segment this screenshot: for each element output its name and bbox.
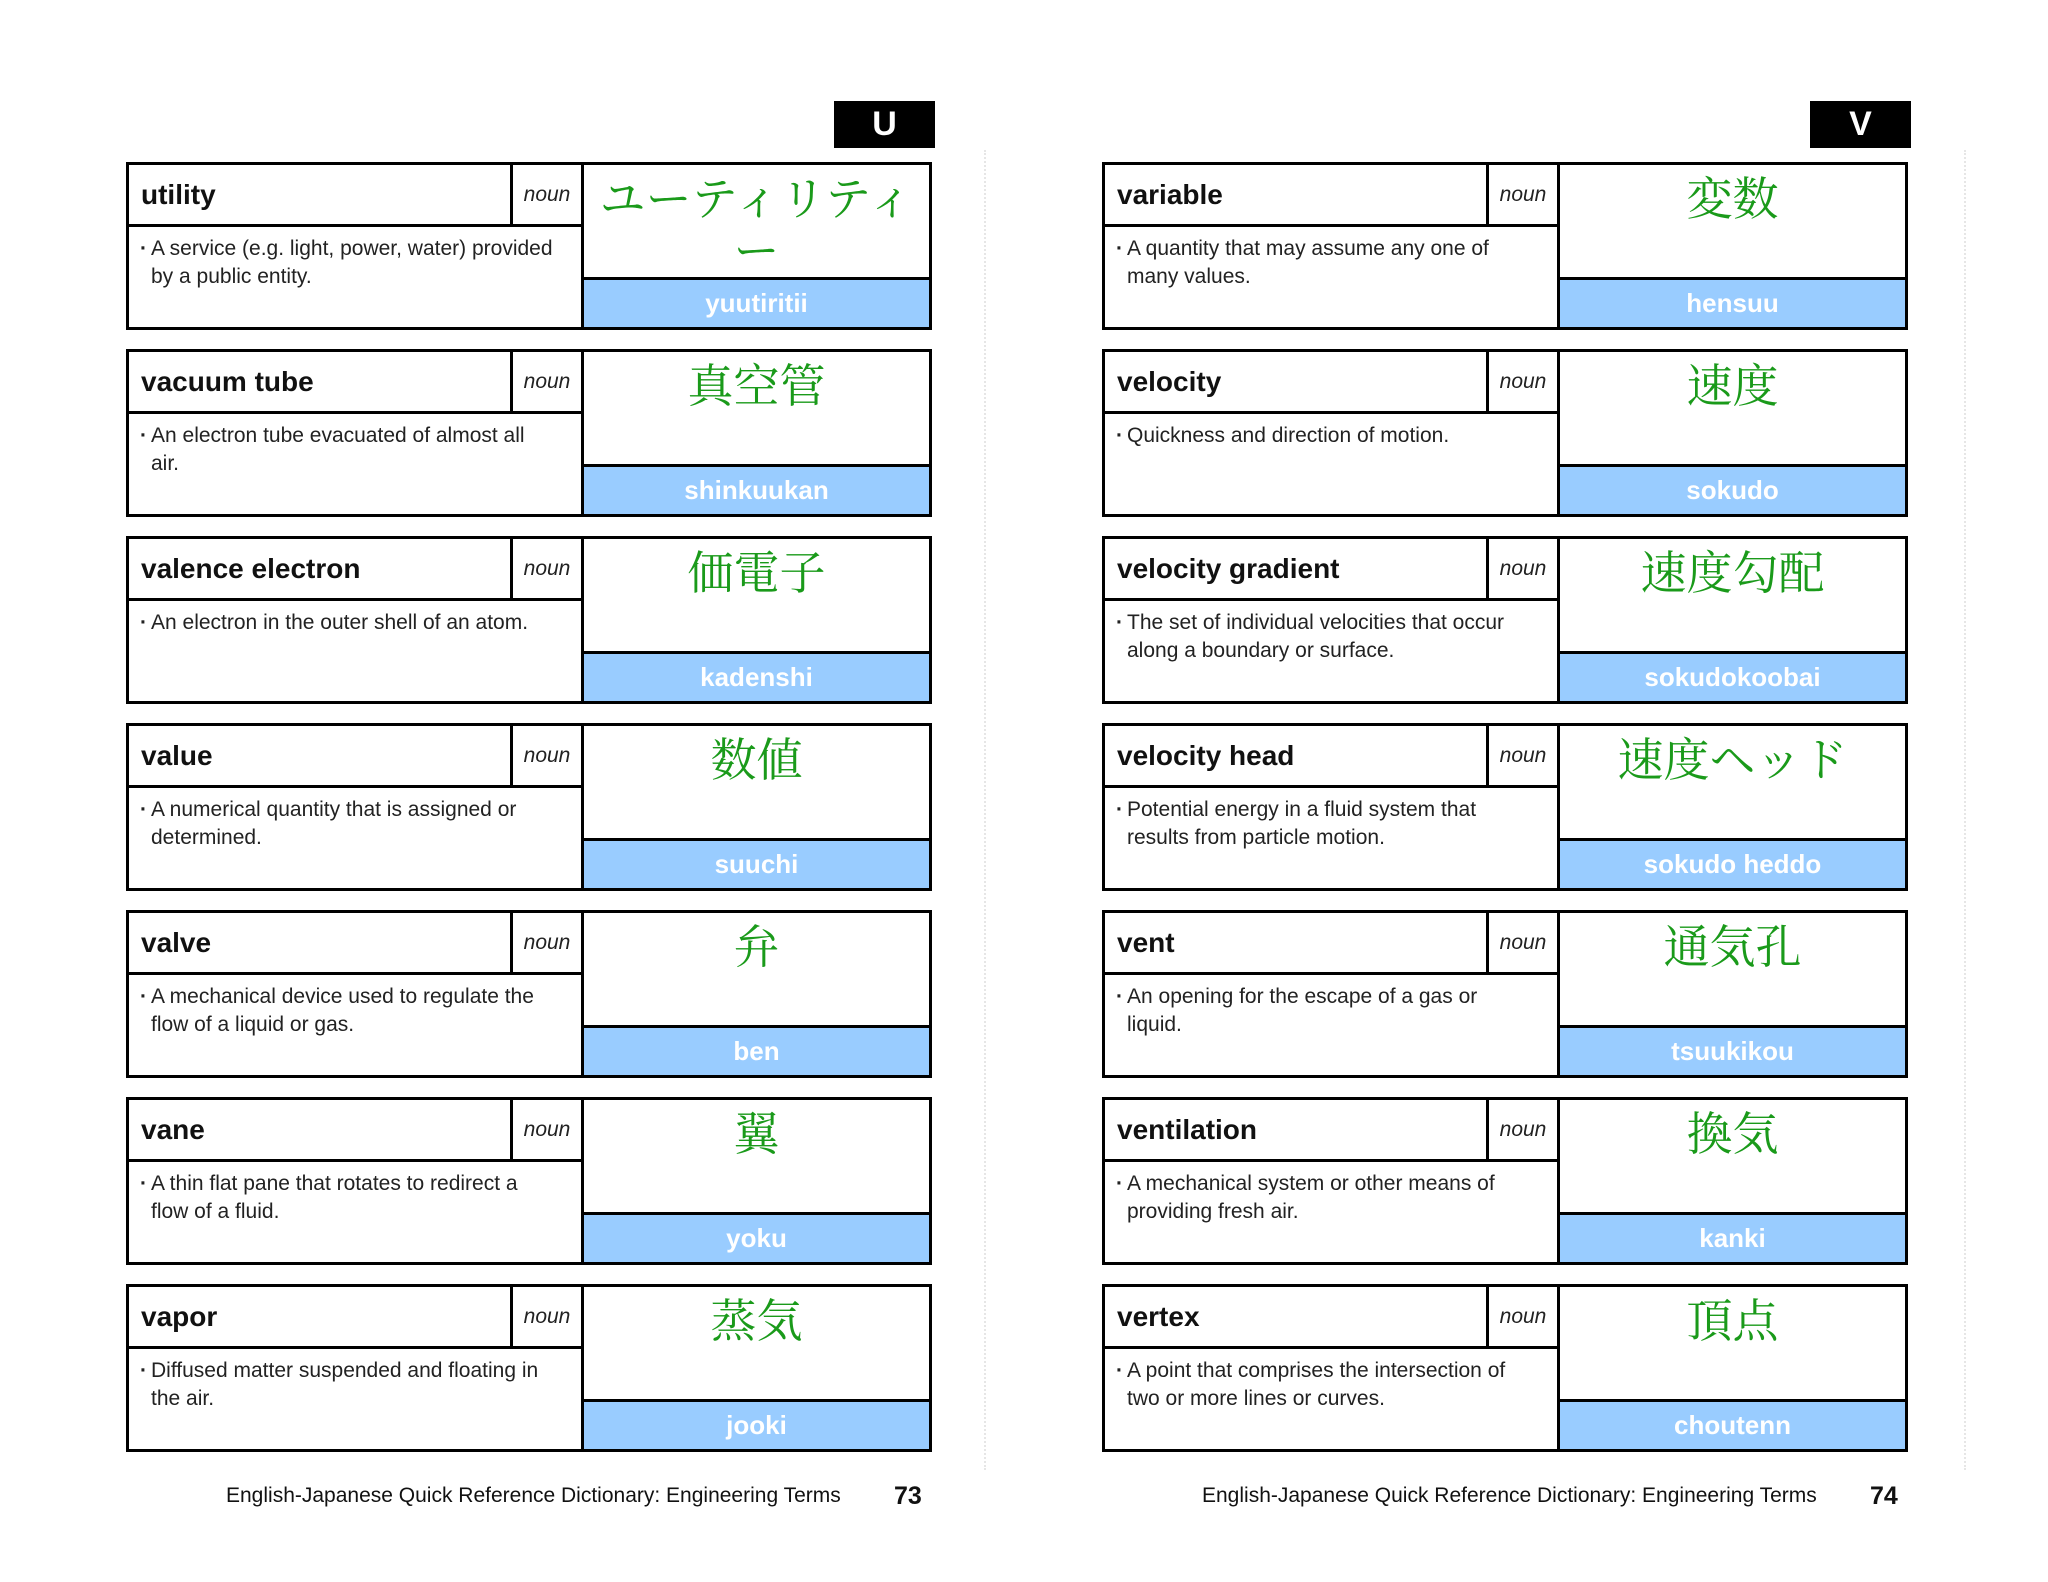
entry-japanese: 速度勾配 — [1560, 539, 1905, 654]
entry-part-of-speech: noun — [1489, 539, 1560, 601]
margin-divider — [1964, 150, 1966, 1470]
entry-japanese: 数値 — [584, 726, 929, 841]
page-number: 73 — [894, 1482, 922, 1510]
entry-part-of-speech: noun — [513, 1100, 584, 1162]
dictionary-entry — [126, 1097, 932, 1265]
entry-part-of-speech: noun — [513, 352, 584, 414]
dictionary-entry — [126, 349, 932, 517]
entry-romaji: ben — [584, 1028, 929, 1075]
entry-definition: · Quickness and direction of motion. — [1105, 414, 1560, 514]
footer-title: English-Japanese Quick Reference Dictionary: Engineering Terms — [226, 1484, 841, 1507]
entry-romaji: choutenn — [1560, 1402, 1905, 1449]
entry-term: velocity gradient — [1105, 539, 1489, 601]
entry-part-of-speech: noun — [1489, 352, 1560, 414]
entry-japanese: 翼 — [584, 1100, 929, 1215]
entry-japanese: 弁 — [584, 913, 929, 1028]
dictionary-entry — [1102, 1097, 1908, 1265]
entry-romaji: yoku — [584, 1215, 929, 1262]
entry-japanese: 真空管 — [584, 352, 929, 467]
entry-list — [126, 162, 932, 1471]
entry-term: vane — [129, 1100, 513, 1162]
entry-term: value — [129, 726, 513, 788]
entry-definition: · A point that comprises the intersection of two or more lines or curves. — [1105, 1349, 1560, 1449]
entry-definition: · An electron in the outer shell of an atom. — [129, 601, 584, 701]
entry-definition: · A numerical quantity that is assigned or determined. — [129, 788, 584, 888]
entry-part-of-speech: noun — [513, 913, 584, 975]
entry-romaji: sokudokoobai — [1560, 654, 1905, 701]
entry-term: utility — [129, 165, 513, 227]
entry-romaji: kanki — [1560, 1215, 1905, 1262]
entry-term: velocity head — [1105, 726, 1489, 788]
dictionary-entry — [126, 910, 932, 1078]
entry-term: valve — [129, 913, 513, 975]
entry-definition: · An opening for the escape of a gas or liquid. — [1105, 975, 1560, 1075]
entry-term: vapor — [129, 1287, 513, 1349]
entry-definition: · A quantity that may assume any one of many values. — [1105, 227, 1560, 327]
entry-japanese: 変数 — [1560, 165, 1905, 280]
entry-term: velocity — [1105, 352, 1489, 414]
page-number: 74 — [1870, 1482, 1898, 1510]
dictionary-entry — [1102, 723, 1908, 891]
entry-part-of-speech: noun — [513, 539, 584, 601]
entry-japanese: 換気 — [1560, 1100, 1905, 1215]
entry-japanese: 価電子 — [584, 539, 929, 654]
dictionary-entry — [1102, 536, 1908, 704]
entry-definition: · Potential energy in a fluid system that results from particle motion. — [1105, 788, 1560, 888]
entry-definition: · The set of individual velocities that occur along a boundary or surface. — [1105, 601, 1560, 701]
entry-japanese: ユーティリティー — [584, 165, 929, 280]
dictionary-entry — [126, 162, 932, 330]
entry-japanese: 通気孔 — [1560, 913, 1905, 1028]
entry-definition: · A mechanical device used to regulate the flow of a liquid or gas. — [129, 975, 584, 1075]
entry-part-of-speech: noun — [1489, 913, 1560, 975]
dictionary-entry — [126, 723, 932, 891]
letter-tab: V — [1810, 101, 1911, 148]
entry-romaji: hensuu — [1560, 280, 1905, 327]
entry-definition: · A service (e.g. light, power, water) provided by a public entity. — [129, 227, 584, 327]
entry-romaji: suuchi — [584, 841, 929, 888]
entry-list — [1102, 162, 1908, 1471]
entry-japanese: 速度 — [1560, 352, 1905, 467]
entry-romaji: jooki — [584, 1402, 929, 1449]
entry-part-of-speech: noun — [513, 726, 584, 788]
right-page — [1024, 0, 2048, 1582]
entry-part-of-speech: noun — [513, 1287, 584, 1349]
entry-romaji: sokudo heddo — [1560, 841, 1905, 888]
dictionary-entry — [1102, 910, 1908, 1078]
entry-romaji: yuutiritii — [584, 280, 929, 327]
entry-japanese: 頂点 — [1560, 1287, 1905, 1402]
entry-term: valence electron — [129, 539, 513, 601]
entry-part-of-speech: noun — [1489, 1287, 1560, 1349]
entry-definition: · A thin flat pane that rotates to redirect a flow of a fluid. — [129, 1162, 584, 1262]
dictionary-entry — [1102, 349, 1908, 517]
entry-part-of-speech: noun — [513, 165, 584, 227]
entry-term: variable — [1105, 165, 1489, 227]
entry-definition: · Diffused matter suspended and floating in the air. — [129, 1349, 584, 1449]
entry-japanese: 速度ヘッド — [1560, 726, 1905, 841]
entry-term: vent — [1105, 913, 1489, 975]
entry-romaji: shinkuukan — [584, 467, 929, 514]
dictionary-entry — [126, 1284, 932, 1452]
entry-part-of-speech: noun — [1489, 165, 1560, 227]
entry-romaji: tsuukikou — [1560, 1028, 1905, 1075]
dictionary-entry — [126, 536, 932, 704]
entry-term: vacuum tube — [129, 352, 513, 414]
entry-part-of-speech: noun — [1489, 1100, 1560, 1162]
footer-title: English-Japanese Quick Reference Dictionary: Engineering Terms — [1202, 1484, 1817, 1507]
entry-term: ventilation — [1105, 1100, 1489, 1162]
entry-definition: · An electron tube evacuated of almost all air. — [129, 414, 584, 514]
entry-japanese: 蒸気 — [584, 1287, 929, 1402]
entry-term: vertex — [1105, 1287, 1489, 1349]
entry-definition: · A mechanical system or other means of providing fresh air. — [1105, 1162, 1560, 1262]
letter-tab: U — [834, 101, 935, 148]
dictionary-entry — [1102, 1284, 1908, 1452]
entry-romaji: kadenshi — [584, 654, 929, 701]
dictionary-entry — [1102, 162, 1908, 330]
margin-divider — [984, 150, 986, 1470]
entry-romaji: sokudo — [1560, 467, 1905, 514]
entry-part-of-speech: noun — [1489, 726, 1560, 788]
